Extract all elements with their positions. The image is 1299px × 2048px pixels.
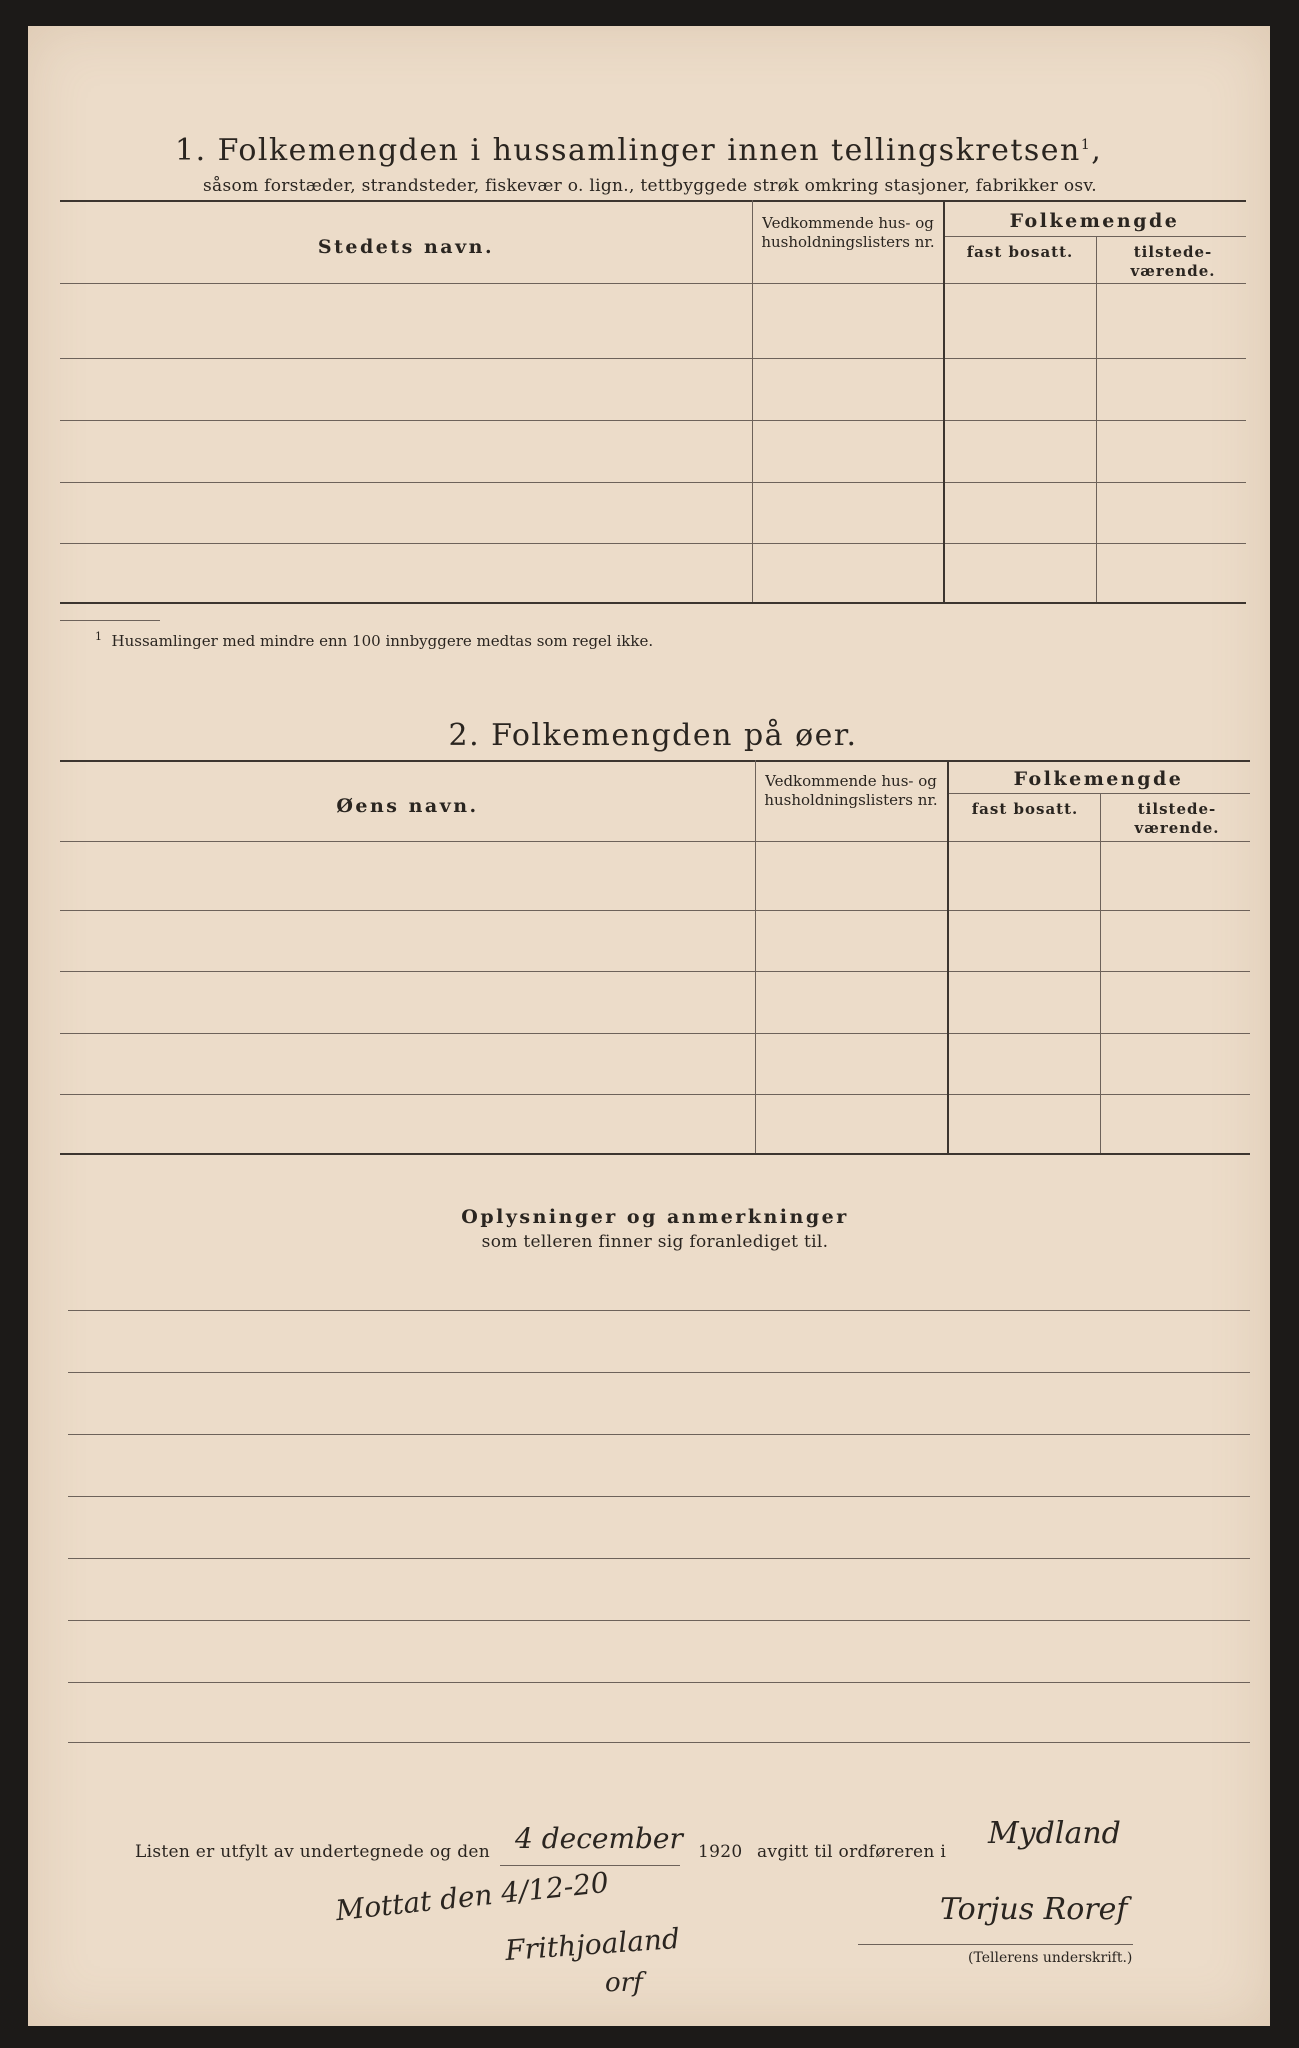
signature-text-after: avgitt til ordføreren i [757,1842,947,1862]
section1-subtitle: såsom forstæder, strandsteder, fiskevær o. lign., tettbyggede strøk omkring stasjoner, fabrikker osv. [202,176,1097,196]
section3-subtitle: som telleren finner sig foranlediget til. [481,1232,829,1252]
table2-pop-subrule [947,793,1250,794]
footnote-rule [60,620,160,621]
section2-title: 2. Folkemengden på øer. [448,718,858,753]
counter-caption: (Tellerens underskrift.) [968,1950,1133,1966]
table2-row-rule [60,1094,1250,1095]
table2-top-rule [60,760,1250,762]
handwritten-place: Mydland [988,1816,1121,1851]
notes-line [68,1496,1250,1497]
section1-title: 1. Folkemengden i hussamlinger innen tellingskretsen$^1$, [175,133,1103,168]
notes-line [68,1558,1250,1559]
notes-line [68,1372,1250,1373]
table2-col-divider [1100,793,1101,1153]
table1-col-divider [943,200,945,602]
counter-signature: Torjus Roref [940,1892,1128,1927]
table2-header-rule [60,841,1250,842]
notes-line [68,1620,1250,1621]
table1-col-fast: fast bosatt. [966,243,1074,261]
table1-row-rule [60,420,1246,421]
notes-line [68,1742,1250,1743]
table1-col-name: Stedets navn. [317,236,495,258]
handwritten-receiver-title: orf [605,1968,643,1998]
table2-col-divider [755,760,756,1153]
table1-col-list: Vedkommende hus- og husholdningslisters nr. [761,214,935,251]
table2-col-tilstede: tilstede- værende. [1134,800,1220,837]
table1-col-divider [1096,236,1097,602]
signature-line [858,1944,1133,1945]
handwritten-date: 4 december [515,1822,683,1855]
notes-line [68,1682,1250,1683]
table1-col-divider [752,200,753,602]
table1-col-tilstede: tilstede- værende. [1130,243,1216,280]
notes-line [68,1310,1250,1311]
notes-line [68,1434,1250,1435]
signature-text-before: Listen er utfylt av undertegnede og den [135,1842,490,1862]
table2-row-rule [60,910,1250,911]
table2-col-pop: Folkemengde [1013,768,1184,790]
table2-col-list: Vedkommende hus- og husholdningslisters nr. [764,772,938,809]
footnote-ref: 1 [1080,137,1092,153]
handwritten-received-note: Mottat den 4/12-20 [334,1865,611,1928]
section1-footnote: $^1$ Hussamlinger med mindre enn 100 innbyggere medtas som regel ikke. [95,630,654,650]
census-form-page [28,26,1270,2026]
table2-col-name: Øens navn. [336,795,479,817]
table2-col-divider [947,760,949,1153]
signature-year: 1920 [698,1842,743,1862]
table1-col-pop: Folkemengde [1009,210,1180,232]
date-blank-line [500,1865,680,1866]
table1-row-rule [60,543,1246,544]
table1-header-rule [60,283,1246,284]
table1-row-rule [60,358,1246,359]
table1-pop-subrule [943,236,1246,237]
table2-bottom-rule [60,1153,1250,1155]
table1-top-rule [60,200,1246,202]
section3-title: Oplysninger og anmerkninger [461,1206,849,1228]
table1-bottom-rule [60,602,1246,604]
table2-row-rule [60,1033,1250,1034]
table2-col-fast: fast bosatt. [971,800,1079,818]
handwritten-receiver-name: Frithjoaland [504,1921,681,1968]
table2-row-rule [60,971,1250,972]
table1-row-rule [60,482,1246,483]
